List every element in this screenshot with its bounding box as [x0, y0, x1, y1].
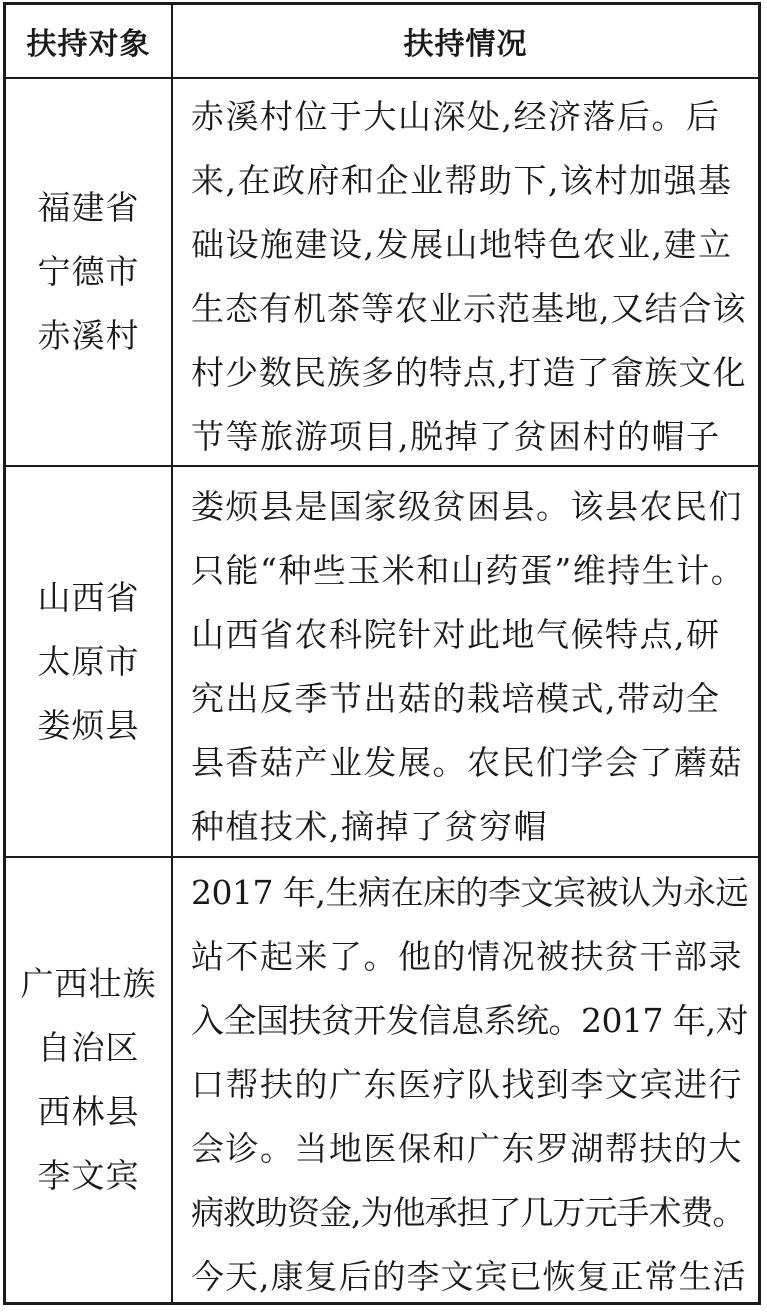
row-subject-cell — [6, 79, 171, 465]
situation-line: 会诊。当地医保和广东罗湖帮扶的大 — [191, 1129, 743, 1168]
situation-line: 村少数民族多的特点,打造了畲族文化 — [191, 353, 747, 392]
situation-line: 只能“种些玉米和山药蛋”维持生计。 — [191, 551, 746, 590]
situation-line: 赤溪村位于大山深处,经济落后。后 — [191, 97, 721, 136]
row-situation-cell — [173, 85, 758, 465]
situation-line: 础设施建设,发展山地特色农业,建立 — [191, 225, 733, 264]
subject-line: 自治区 — [37, 1028, 140, 1067]
subject-line: 李文宾 — [37, 1156, 140, 1195]
header-subject: 扶持对象 — [26, 27, 151, 62]
subject-line: 宁德市 — [37, 252, 140, 291]
row-situation-cell — [173, 861, 758, 1302]
row-subject-cell — [6, 467, 171, 856]
situation-line: 站不起来了。他的情况被扶贫干部录 — [191, 937, 743, 976]
situation-line: 娄烦县是国家级贫困县。该县农民们 — [191, 487, 743, 526]
subject-line: 广西壮族 — [20, 964, 157, 1003]
situation-line: 来,在政府和企业帮助下,该村加强基 — [191, 161, 733, 200]
row-subject-cell — [6, 858, 171, 1302]
subject-line: 赤溪村 — [37, 316, 140, 355]
situation-line: 县香菇产业发展。农民们学会了蘑菇 — [191, 743, 743, 782]
situation-line: 山西省农科院针对此地气候特点,研 — [191, 615, 721, 654]
poverty-support-table — [3, 2, 761, 1305]
subject-line: 山西省 — [37, 577, 140, 617]
row-situation-cell — [173, 475, 758, 856]
situation-line: 究出反季节出菇的栽培模式,带动全 — [191, 679, 721, 718]
situation-line: 节等旅游项目,脱掉了贫困村的帽子 — [191, 417, 721, 456]
situation-line: 种植技术,摘掉了贫穷帽 — [191, 807, 548, 846]
subject-line: 娄烦县 — [37, 705, 140, 745]
situation-line: 今天,康复后的李文宾已恢复正常生活 — [191, 1257, 747, 1296]
situation-line: 入全国扶贫开发信息系统。2017 年,对 — [191, 1001, 748, 1040]
situation-line: 生态有机茶等农业示范基地,又结合该 — [191, 289, 747, 328]
subject-line: 西林县 — [37, 1092, 140, 1131]
subject-line: 太原市 — [37, 641, 140, 681]
header-situation: 扶持情况 — [403, 27, 528, 62]
situation-line: 2017 年,生病在床的李文宾被认为永远 — [191, 873, 748, 912]
situation-line: 口帮扶的广东医疗队找到李文宾进行 — [191, 1065, 743, 1104]
situation-line: 病救助资金,为他承担了几万元手术费。 — [191, 1193, 745, 1232]
subject-line: 福建省 — [37, 188, 140, 227]
